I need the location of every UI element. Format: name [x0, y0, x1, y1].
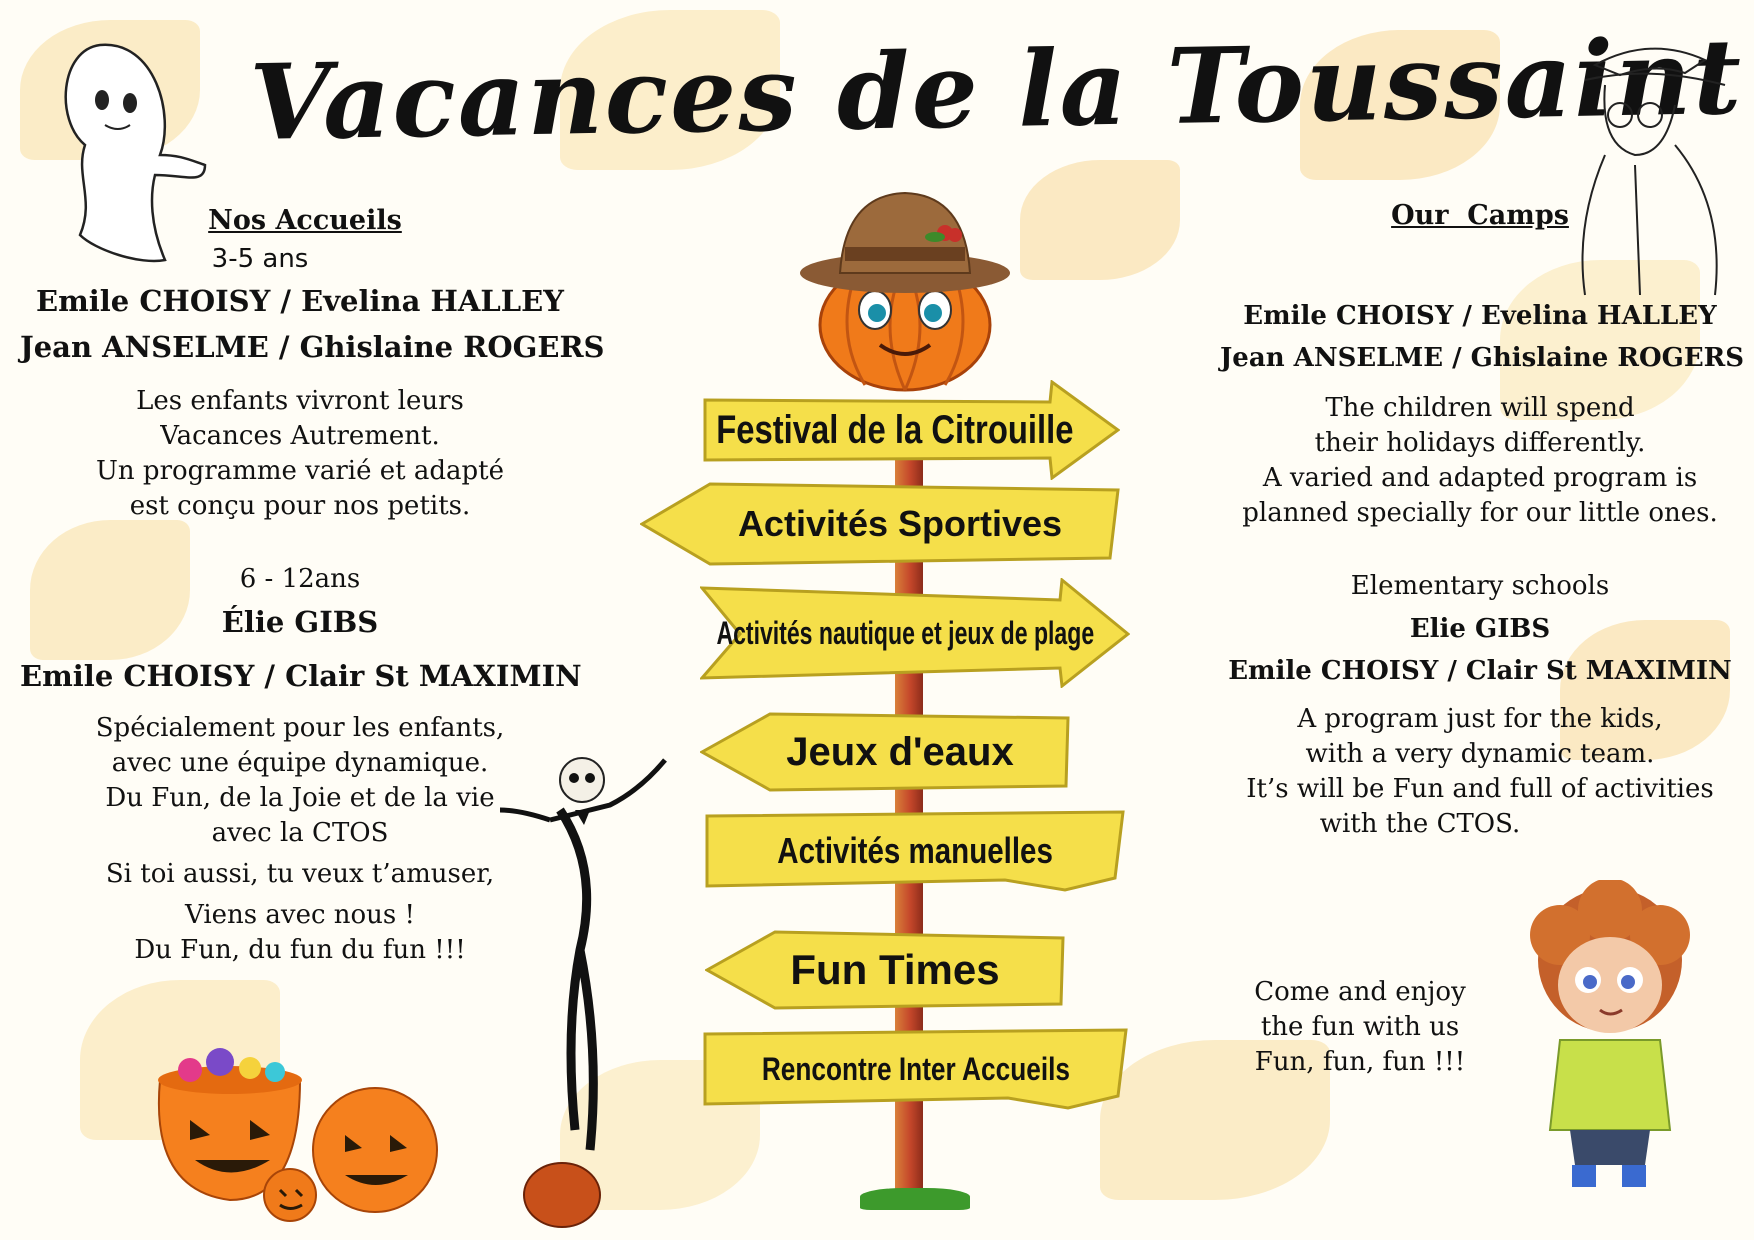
grass-patch [860, 1188, 970, 1210]
left-text-1a: Les enfants vivront leurs [136, 386, 464, 416]
sign-label: Rencontre Inter Accueils [761, 1050, 1070, 1087]
left-staff-2a: Élie GIBS [221, 605, 379, 639]
right-text-2b: with a very dynamic team. [1305, 739, 1655, 769]
boy-character-icon [1500, 880, 1720, 1195]
sign-rencontre-inter-accueils [703, 1026, 1128, 1112]
sign-activites-nautique [700, 578, 1130, 688]
skeleton-icon [480, 750, 690, 1230]
right-closing-a: Come and enjoy [1254, 977, 1466, 1007]
left-text-2a: Spécialement pour les enfants, [95, 713, 505, 743]
left-staff-1b: Jean ANSELME / Ghislaine ROGERS [20, 330, 605, 364]
sign-label: Activités Sportives [737, 503, 1063, 544]
sign-label: Festival de la Citrouille [716, 407, 1074, 452]
right-age-2: Elementary schools [1350, 571, 1610, 601]
right-text-2a: A program just for the kids, [1297, 704, 1663, 734]
sign-label: Activités nautique et jeux de plage [716, 614, 1094, 651]
right-text-1d: planned specially for our little ones. [1242, 498, 1718, 528]
left-heading: Nos Accueils [208, 205, 402, 236]
left-age-1: 3-5 ans [211, 244, 309, 274]
pumpkin-with-hat-icon [795, 185, 1015, 395]
sign-activites-manuelles [705, 808, 1125, 894]
right-closing [1230, 975, 1490, 1080]
left-text-2g: Du Fun, du fun du fun !!! [134, 935, 466, 965]
left-staff-1a: Emile CHOISY / Evelina HALLEY [35, 284, 564, 318]
right-closing-c: Fun, fun, fun !!! [1254, 1047, 1466, 1077]
candy-pumpkins-icon [150, 1040, 440, 1225]
left-text-2c: Du Fun, de la Joie et de la vie [105, 783, 495, 813]
sign-jeux-eaux [700, 712, 1070, 792]
left-text-2f: Viens avec nous ! [185, 900, 415, 930]
right-column [1220, 200, 1745, 842]
right-text-2d: with the CTOS. [1319, 809, 1521, 839]
left-text-1b: Vacances Autrement. [160, 421, 440, 451]
right-staff-1b: Jean ANSELME / Ghislaine ROGERS [1220, 343, 1745, 373]
left-text-2d: avec la CTOS [211, 818, 389, 848]
page-title: Vacances de la Toussaint [248, 14, 1745, 164]
sign-label: Fun Times [790, 946, 1000, 993]
sign-fun-times [705, 930, 1065, 1010]
right-closing-b: the fun with us [1260, 1012, 1460, 1042]
left-text-1c: Un programme varié et adapté [96, 456, 504, 486]
sign-label: Activités manuelles [777, 830, 1053, 871]
sign-label: Jeux d'eaux [786, 729, 1014, 774]
right-staff-2a: Elie GIBS [1409, 614, 1551, 644]
left-staff-2b: Emile CHOISY / Clair St MAXIMIN [20, 659, 582, 693]
right-text-1c: A varied and adapted program is [1262, 463, 1698, 493]
sign-activites-sportives [640, 480, 1120, 568]
right-text-1b: their holidays differently. [1314, 428, 1646, 458]
right-text-2c: It’s will be Fun and full of activities [1246, 774, 1714, 804]
sign-festival-citrouille [700, 380, 1120, 480]
left-age-2: 6 - 12ans [239, 564, 361, 594]
left-text-2b: avec une équipe dynamique. [111, 748, 489, 778]
right-heading: Our Camps [1391, 200, 1569, 231]
right-text-1a: The children will spend [1325, 393, 1635, 423]
left-text-1d: est conçu pour nos petits. [129, 491, 471, 521]
left-text-2e: Si toi aussi, tu veux t’amuser, [105, 859, 495, 889]
right-staff-2b: Emile CHOISY / Clair St MAXIMIN [1228, 656, 1732, 686]
right-staff-1a: Emile CHOISY / Evelina HALLEY [1243, 301, 1717, 331]
